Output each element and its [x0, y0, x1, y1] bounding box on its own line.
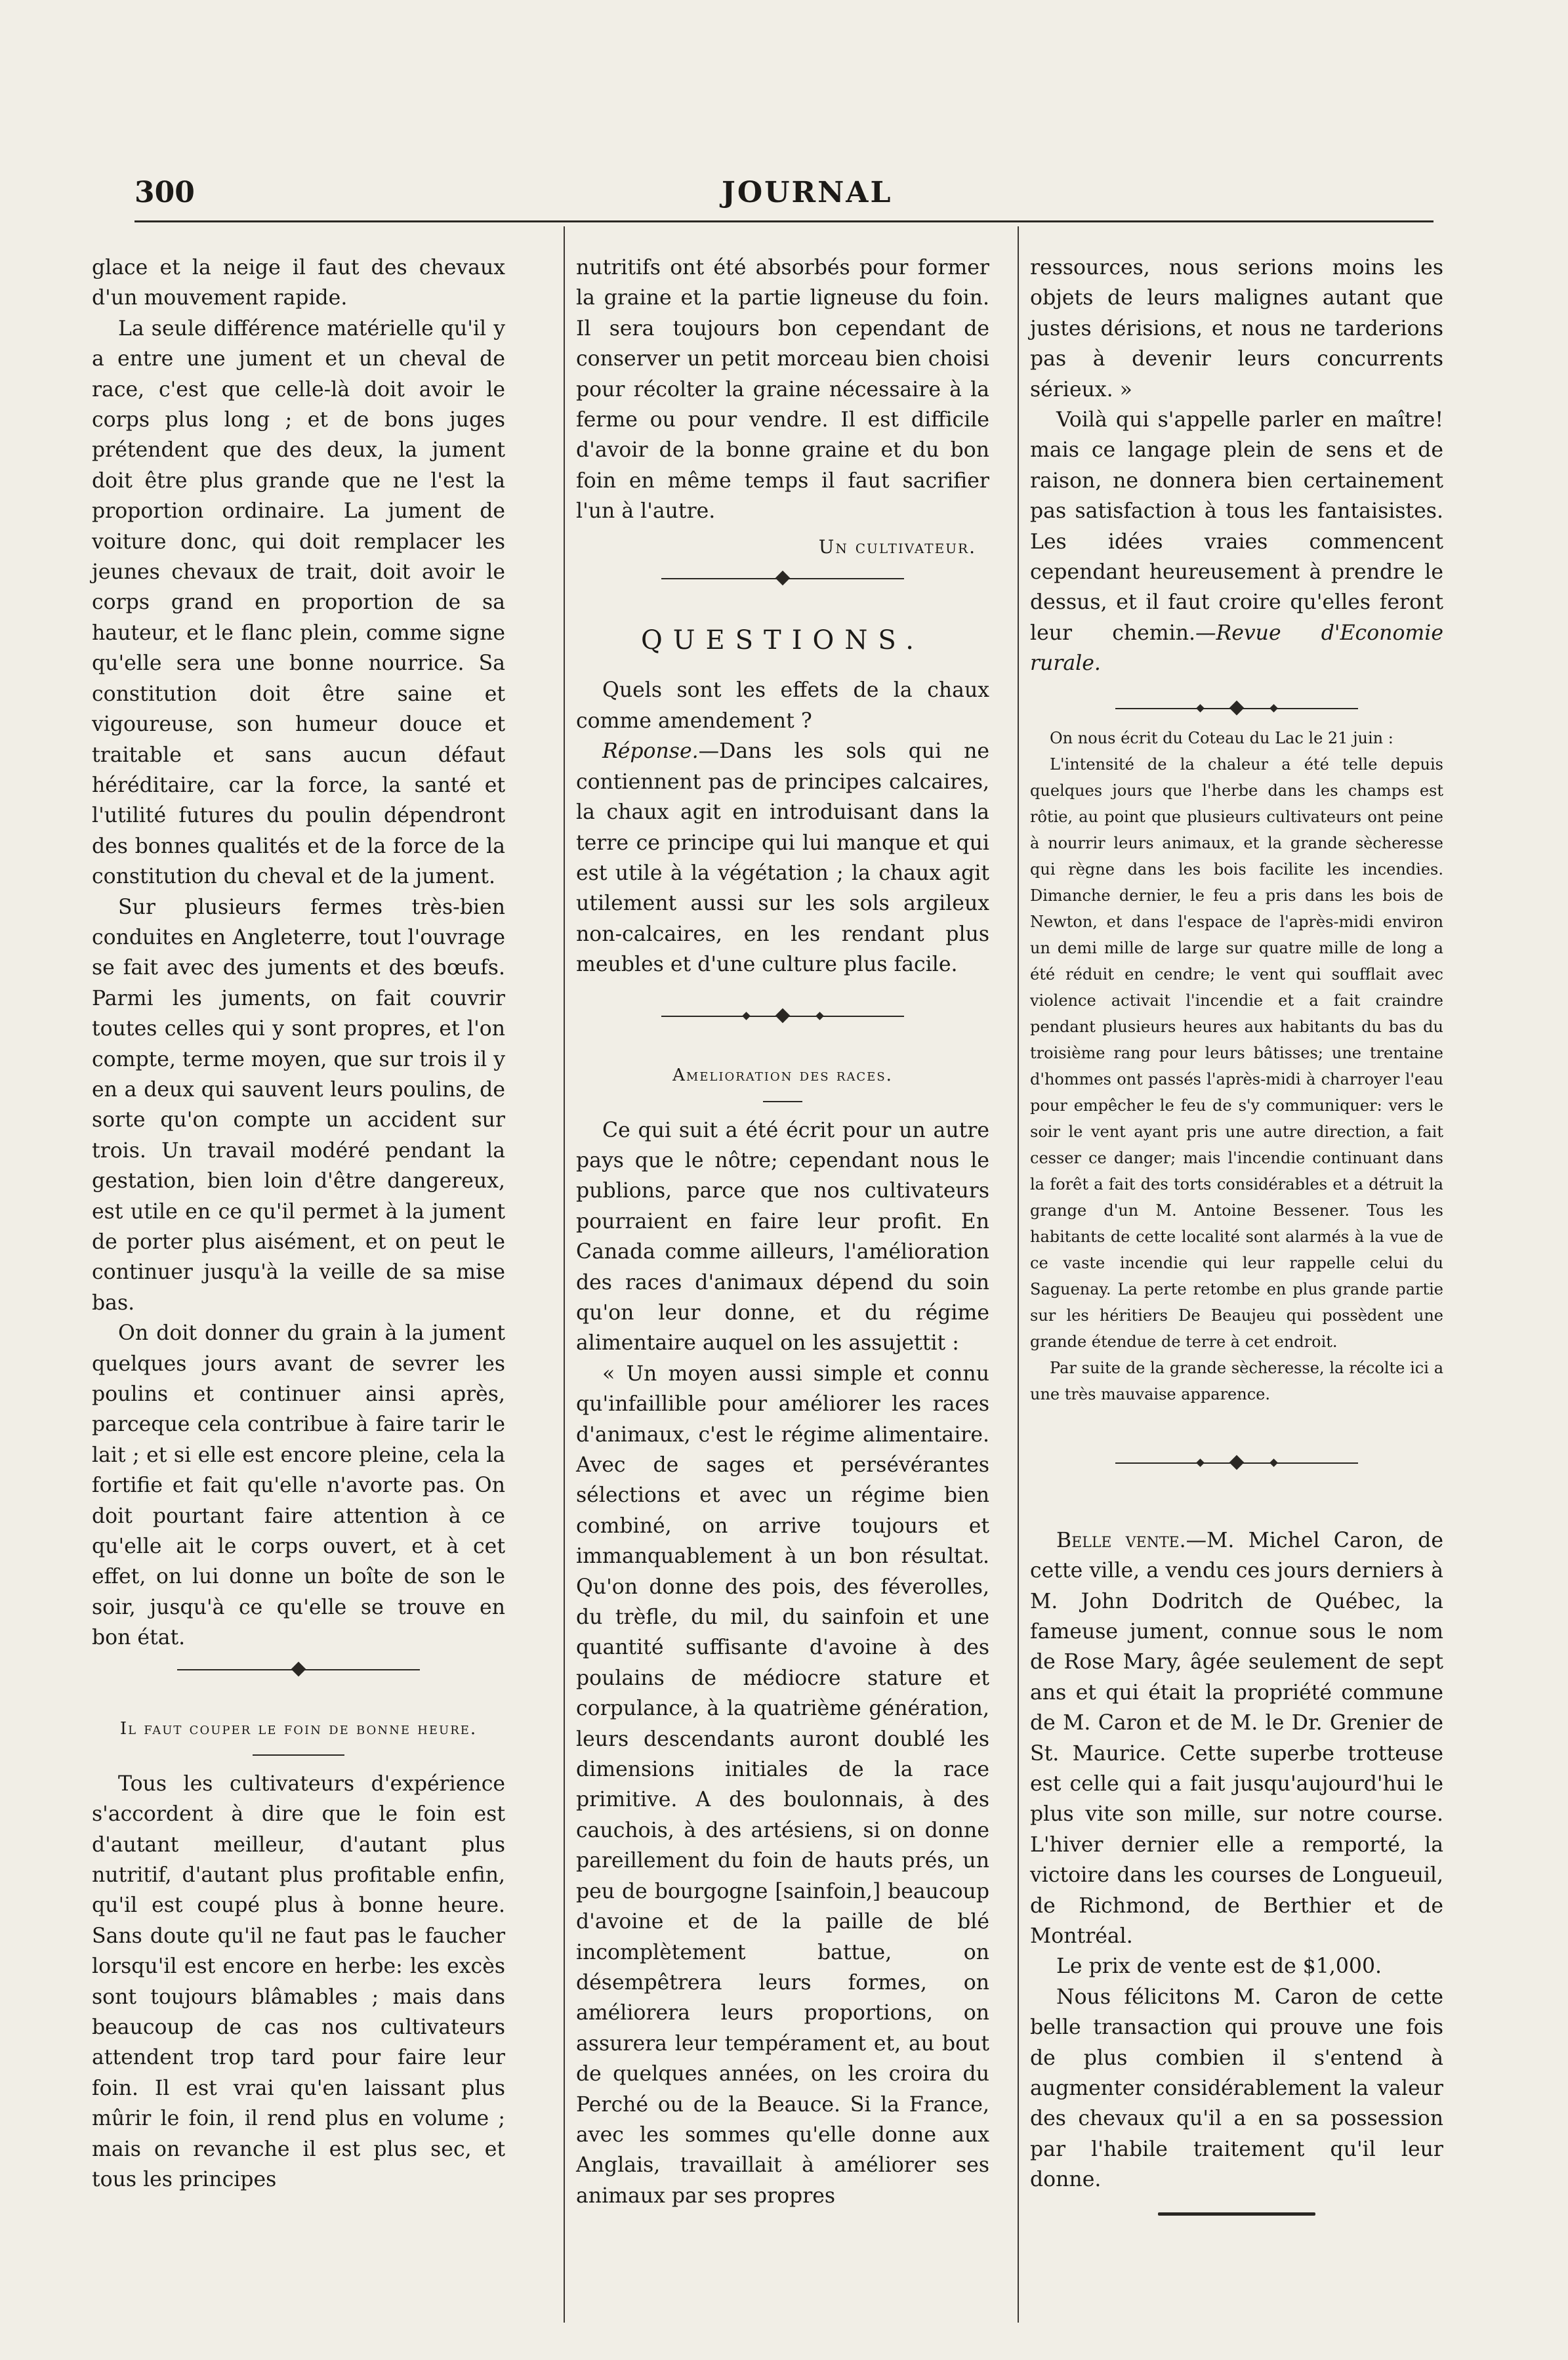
paragraph: On doit donner du grain à la jument quelques jours avant de sevrer les poulins et continuer ainsi après, parceque cela contribue à faire tarir le lait ; et si elle est encore pleine, cela la fortifie et fait qu'elle n'avorte pas. On doit pourtant faire attention à ce qu'elle ait le corps ouvert, et à cet effet, on lui donne un boîte de son le soir, jusqu'à ce qu'elle se trouve en bon état.	[92, 1321, 505, 1650]
ornamental-rule	[576, 1000, 989, 1033]
paragraph	[1030, 1525, 1443, 1952]
answer-label: Réponse.	[602, 739, 699, 764]
ornamental-rule	[576, 562, 989, 595]
paragraph: Sur plusieurs fermes très-bien conduites en Angleterre, tout l'ouvrage se fait avec des juments et des bœufs. Parmi les juments, on fait couvrir toutes celles qui y sont propres, et l'on compte, terme moyen, que sur trois il y en a deux qui sauvent leurs poulins, de sorte qu'on compte un accident sur trois. Un travail modéré pendant la gestation, bien loin d'être dangereux, est utile en ce qu'il permet à la jument de porter plus aisément, et on peut le continuer jusqu'à la veille de sa mise bas.	[92, 895, 505, 1315]
paragraph-text: Voilà qui s'appelle parler en maître! mais ce langage plein de sens et de raison, ne donnera bien certainement pas satisfaction à tous les fantaisistes. Les idées vraies commencent cependant heureusement à prendre le dessus, et il faut croire qu'elles feront leur chemin.	[1030, 408, 1443, 645]
column-divider-2	[1018, 226, 1019, 2323]
column-2	[576, 253, 989, 2211]
ornamental-rule	[92, 1653, 505, 1686]
header-rule	[134, 220, 1434, 222]
paragraph: Le prix de vente est de $1,000.	[1056, 1955, 1382, 1979]
column-divider-1	[564, 226, 565, 2323]
source-citation: —Revue d'Economie rurale.	[1030, 621, 1443, 676]
column-1	[92, 253, 505, 2195]
ornamental-rule	[1030, 1447, 1443, 1480]
section-title: QUESTIONS.	[640, 625, 925, 656]
paragraph: nutritifs ont été absorbés pour former la graine et la partie ligneuse du foin. Il sera toujours bon cependant de conserver un petit morceau bien choisi pour récolter la graine nécessaire à la ferme ou pour vendre. Il est difficile d'avoir de la bonne graine et du bon foin en même temps il faut sacrifier l'un à l'autre.	[576, 256, 989, 524]
end-rule	[1158, 2212, 1315, 2216]
paragraph: Tous les cultivateurs d'expérience s'accordent à dire que le foin est d'autant meilleur, d'autant plus nutritif, d'autant plus profitable enfin, qu'il est coupé plus à bonne heure. Sans doute qu'il ne faut pas le faucher lorsqu'il est encore en herbe: les excès sont toujours blâmables ; mais dans beaucoup de cas nos cultivateurs attendent trop tard pour faire leur foin. Il est vrai qu'en laissant plus mûrir le foin, il rend plus en volume ; mais on revanche il est plus sec, et tous les principes	[92, 1771, 505, 2191]
short-rule	[763, 1101, 802, 1102]
signature: Un cultivateur.	[818, 535, 976, 558]
news-body: L'intensité de la chaleur a été telle depuis quelques jours que l'herbe dans les champs est rôtie, au point que plusieurs cultivateurs ont peine à nourrir leurs animaux, et la grande sècheresse qui règne dans les bois facilite les incendies. Dimanche dernier, le feu a pris dans les bois de Newton, et dans l'espace de l'après-midi environ un demi mille de large sur quatre mille de long a été réduit en cendre; le vent qui soufflait avec violence activait l'incendie et a fait craindre pendant plusieurs heures aux habitants du bas du troisième rang pour leurs bâtisses; une trentaine d'hommes ont passés l'après-midi à charroyer l'eau pour empêcher le feu de s'y communiquer: vers le soir le vent ayant pris une autre direction, a fait cesser ce danger; mais l'incendie continuant dans la forêt a fait des torts considérables et a détruit la grange d'un M. Antoine Bessener. Tous les habitants de cette localité sont alarmés à la vue de ce vaste incendie qui leur rappelle celui du Saguenay. La perte retombe en plus grande partie sur les héritiers De Beaujeu qui possèdent une grande étendue de terre à cet endroit.	[1030, 755, 1443, 1351]
news-dateline: On nous écrit du Coteau du Lac le 21 juin :	[1050, 728, 1393, 747]
answer	[576, 736, 989, 980]
answer-text: —Dans les sols qui ne contiennent pas de principes calcaires, la chaux agit en introduisant dans la terre ce principe qui lui manque et qui est utile à la végétation ; la chaux agit utilement aussi sur les sols argileux non-calcaires, en les rendant plus meubles et d'une culture plus facile.	[576, 739, 989, 977]
paragraph: ressources, nous serions moins les objets de leurs malignes autant que justes dérisions, et nous ne tarderions pas à devenir leurs concurrents sérieux. »	[1030, 256, 1443, 402]
paragraph: Ce qui suit a été écrit pour un autre pays que le nôtre; cependant nous le publions, parce que nos cultivateurs pourraient en faire leur profit. En Canada comme ailleurs, l'amélioration des races d'animaux dépend du soin qu'on leur donne, et du régime alimentaire auquel on les assujettit :	[576, 1118, 989, 1356]
page-header	[134, 176, 1434, 222]
paragraph: Nous félicitons M. Caron de cette belle transaction qui prouve une fois de plus combien il s'entend à augmenter considérablement la valeur des chevaux qu'il a en sa possession par l'habile traitement qu'il leur donne.	[1030, 1985, 1443, 2192]
article-heading: Amelioration des races.	[672, 1065, 893, 1085]
page-number: 300	[134, 176, 195, 209]
short-rule	[253, 1754, 344, 1756]
running-title: JOURNAL	[722, 176, 893, 209]
paragraph: « Un moyen aussi simple et connu qu'infaillible pour améliorer les races d'animaux, c'est le régime alimentaire. Avec de sages et persévérantes sélections et avec un régime bien combiné, on arrive toujours et immanquablement à un bon résultat. Qu'on donne des pois, des féverolles, du trèfle, du mil, du sainfoin et une quantité suffisante d'avoine à des poulains de médiocre stature et corpulance, à la quatrième génération, leurs descendants auront doublé les dimensions initiales de la race primitive. A des boulonnais, à des cauchois, à des artésiens, si on donne pareillement du foin de hauts prés, un peu de bourgogne [sainfoin,] beaucoup d'avoine et de la paille de blé incomplètement battue, on désempêtrera leurs formes, on améliorera leurs proportions, on assurera leur tempérament et, au bout de quelques années, on les croira du Perché ou de la Beauce. Si la France, avec les sommes qu'elle donne aux Anglais, travaillait à améliorer ses animaux par ses propres	[576, 1361, 989, 2208]
paragraph: La seule différence matérielle qu'il y a entre une jument et un cheval de race, c'est que celle-là doit avoir le corps plus long ; et de bons juges prétendent que des deux, la jument doit être plus grande que ne l'est la proportion ordinaire. La jument de voiture donc, qui doit remplacer les jeunes chevaux de trait, doit avoir le corps grand en proportion de sa hauteur, et le flanc plein, comme signe qu'elle sera une bonne nourrice. Sa constitution doit être saine et vigoureuse, son humeur douce et traitable et sans aucun défaut héréditaire, car la force, la santé et l'utilité futures du poulin dépendront des bonnes qualités et de la force de la constitution du cheval et de la jument.	[92, 316, 505, 889]
question: Quels sont les effets de la chaux comme amendement ?	[576, 678, 989, 733]
paragraph: glace et la neige il faut des chevaux d'un mouvement rapide.	[92, 256, 505, 310]
sale-label: Belle vente.	[1056, 1528, 1186, 1552]
article-heading: Il faut couper le foin de bonne heure.	[119, 1718, 478, 1739]
paragraph	[1030, 405, 1443, 679]
column-3	[1030, 253, 1443, 2216]
news-item	[1030, 725, 1443, 1407]
ornamental-rule	[1030, 692, 1443, 725]
sale-text: —M. Michel Caron, de cette ville, a vendu ces jours derniers à M. John Dodritch de Québec, la fameuse jument, connue sous le nom de Rose Mary, âgée seulement de sept ans et qui était la propriété commune de M. Caron et de M. le Dr. Grenier de St. Maurice. Cette superbe trotteuse est celle qui a fait jusqu'aujourd'hui le plus vite son mille, sur notre course. L'hiver dernier elle a remporté, la victoire dans les courses de Longueuil, de Richmond, de Berthier et de Montréal.	[1030, 1528, 1443, 1948]
news-note: Par suite de la grande sècheresse, la récolte ici a une très mauvaise apparence.	[1030, 1358, 1443, 1403]
